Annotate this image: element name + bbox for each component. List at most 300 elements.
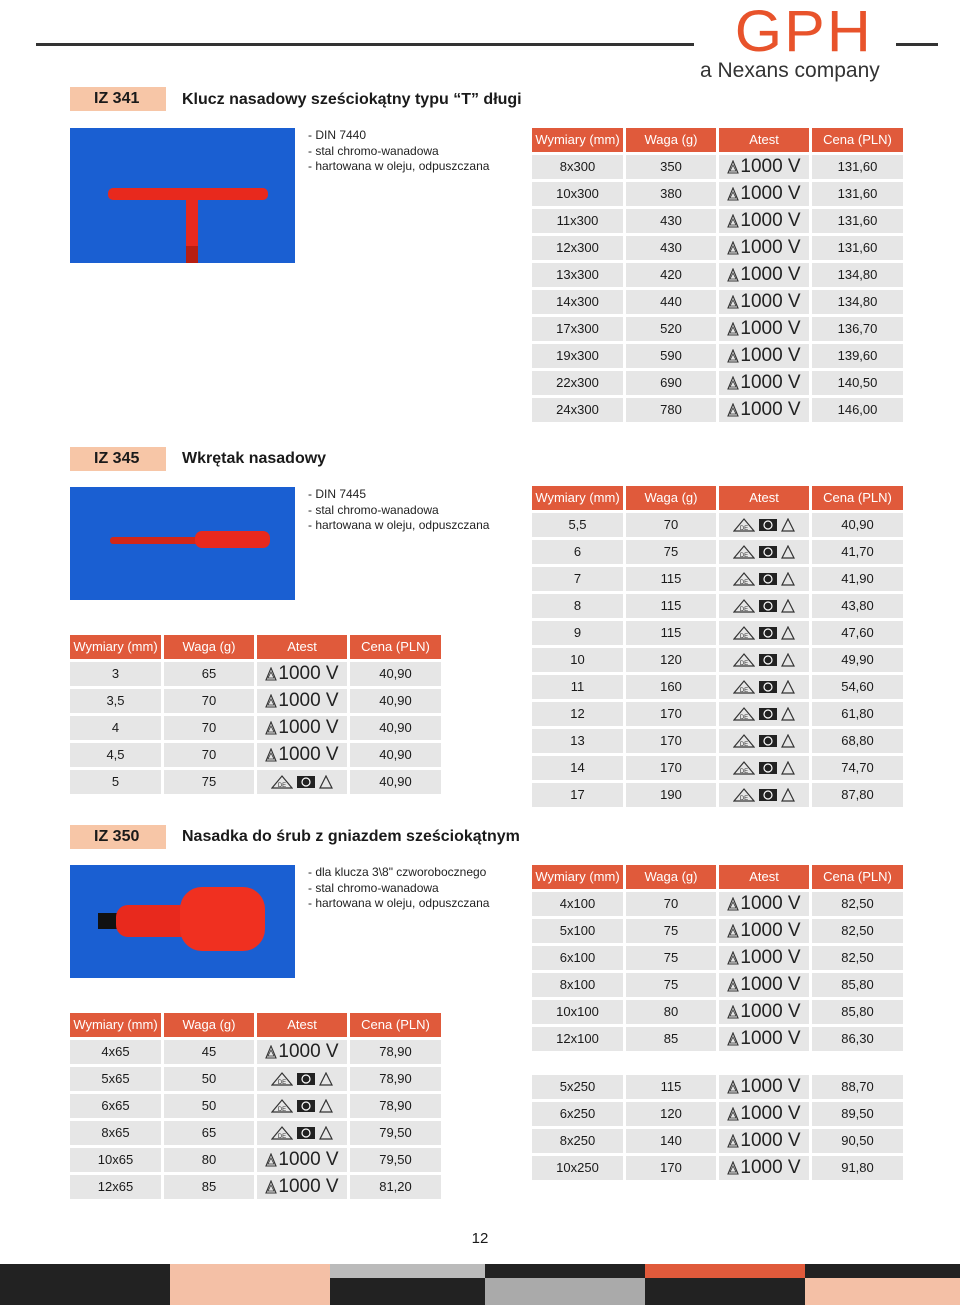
de-triangle-icon <box>271 775 293 789</box>
footer-bar <box>0 1264 960 1305</box>
double-triangle-icon <box>265 748 277 762</box>
1000v-rating: 1000 V <box>727 237 800 258</box>
price-cell: 85,80 <box>812 973 903 997</box>
atest-cell <box>719 973 809 997</box>
weight-cell: 420 <box>626 263 716 287</box>
price-cell: 61,80 <box>812 702 903 726</box>
de-triangle-icon <box>733 761 755 775</box>
column-header: Wymiary (mm) <box>532 128 623 152</box>
atest-cell <box>257 689 347 713</box>
size-cell: 10x250 <box>532 1156 623 1180</box>
size-cell: 12x65 <box>70 1175 161 1199</box>
atest-cell <box>719 1075 809 1099</box>
double-triangle-icon <box>727 924 739 938</box>
size-cell: 13x300 <box>532 263 623 287</box>
column-header: Atest <box>257 1013 347 1037</box>
de-triangle-icon <box>271 1099 293 1113</box>
weight-cell: 65 <box>164 662 254 686</box>
atest-cell <box>719 371 809 395</box>
insulation-triangle-icon <box>319 1099 333 1113</box>
product-code: IZ 341 <box>70 87 166 111</box>
double-triangle-icon <box>265 1153 277 1167</box>
price-cell: 68,80 <box>812 729 903 753</box>
price-cell: 82,50 <box>812 892 903 916</box>
vde-gs-icon <box>758 545 778 559</box>
1000v-rating: 1000 V <box>727 1076 800 1097</box>
weight-cell: 75 <box>626 540 716 564</box>
column-header: Atest <box>257 635 347 659</box>
double-triangle-icon <box>727 978 739 992</box>
price-cell: 47,60 <box>812 621 903 645</box>
vde-gs-icon <box>758 518 778 532</box>
vde-gs-icon <box>758 734 778 748</box>
1000v-rating: 1000 V <box>727 318 800 339</box>
price-cell: 82,50 <box>812 919 903 943</box>
1000v-rating: 1000 V <box>265 1041 338 1062</box>
column-header: Waga (g) <box>626 128 716 152</box>
price-cell: 79,50 <box>350 1121 441 1145</box>
price-cell: 86,30 <box>812 1027 903 1051</box>
weight-cell: 170 <box>626 702 716 726</box>
weight-cell: 170 <box>626 729 716 753</box>
column-header: Waga (g) <box>164 1013 254 1037</box>
atest-cell <box>719 892 809 916</box>
price-cell: 85,80 <box>812 1000 903 1024</box>
size-cell: 4x100 <box>532 892 623 916</box>
atest-cell <box>257 770 347 794</box>
product-code: IZ 350 <box>70 825 166 849</box>
socket-image <box>70 865 295 978</box>
atest-cell <box>719 182 809 206</box>
price-cell: 40,90 <box>350 716 441 740</box>
size-cell: 6x250 <box>532 1102 623 1126</box>
insulation-triangle-icon <box>781 545 795 559</box>
brand-tagline: a Nexans company <box>700 59 880 82</box>
atest-cell <box>719 1027 809 1051</box>
column-header: Wymiary (mm) <box>532 865 623 889</box>
size-cell: 6x100 <box>532 946 623 970</box>
double-triangle-icon <box>265 1180 277 1194</box>
de-vde-symbol <box>733 783 795 807</box>
atest-cell <box>719 513 809 537</box>
1000v-rating: 1000 V <box>727 183 800 204</box>
de-vde-symbol <box>733 567 795 591</box>
weight-cell: 170 <box>626 756 716 780</box>
weight-cell: 380 <box>626 182 716 206</box>
size-cell: 11x300 <box>532 209 623 233</box>
column-header: Wymiary (mm) <box>532 486 623 510</box>
product-description <box>308 487 489 534</box>
weight-cell: 75 <box>164 770 254 794</box>
size-cell: 12x100 <box>532 1027 623 1051</box>
price-cell: 74,70 <box>812 756 903 780</box>
price-cell: 131,60 <box>812 182 903 206</box>
atest-cell <box>719 209 809 233</box>
double-triangle-icon <box>727 897 739 911</box>
price-cell: 78,90 <box>350 1094 441 1118</box>
weight-cell: 115 <box>626 594 716 618</box>
vde-gs-icon <box>758 599 778 613</box>
double-triangle-icon <box>727 295 739 309</box>
double-triangle-icon <box>727 187 739 201</box>
svg-text:DE: DE <box>739 526 749 532</box>
weight-cell: 75 <box>626 919 716 943</box>
double-triangle-icon <box>727 241 739 255</box>
double-triangle-icon <box>727 1161 739 1175</box>
price-cell: 78,90 <box>350 1040 441 1064</box>
size-cell: 7 <box>532 567 623 591</box>
atest-cell <box>257 743 347 767</box>
price-cell: 88,70 <box>812 1075 903 1099</box>
double-triangle-icon <box>265 721 277 735</box>
1000v-rating: 1000 V <box>265 717 338 738</box>
vde-gs-icon <box>296 775 316 789</box>
size-cell: 3 <box>70 662 161 686</box>
de-triangle-icon <box>271 1126 293 1140</box>
de-vde-symbol <box>733 675 795 699</box>
product-code: IZ 345 <box>70 447 166 471</box>
column-header: Atest <box>719 865 809 889</box>
de-vde-symbol <box>733 702 795 726</box>
de-vde-symbol <box>733 729 795 753</box>
1000v-rating: 1000 V <box>727 893 800 914</box>
weight-cell: 80 <box>626 1000 716 1024</box>
double-triangle-icon <box>727 951 739 965</box>
atest-cell <box>719 594 809 618</box>
atest-cell <box>719 398 809 422</box>
column-header: Cena (PLN) <box>812 486 903 510</box>
weight-cell: 70 <box>164 689 254 713</box>
1000v-rating: 1000 V <box>727 1130 800 1151</box>
desc-line: - DIN 7440 <box>308 128 367 142</box>
double-triangle-icon <box>727 1080 739 1094</box>
product-photo <box>70 487 295 600</box>
column-header: Wymiary (mm) <box>70 1013 161 1037</box>
weight-cell: 50 <box>164 1067 254 1091</box>
de-triangle-icon <box>733 707 755 721</box>
size-cell: 5x65 <box>70 1067 161 1091</box>
svg-text:DE: DE <box>739 607 749 613</box>
weight-cell: 50 <box>164 1094 254 1118</box>
price-cell: 40,90 <box>350 662 441 686</box>
size-cell: 10 <box>532 648 623 672</box>
size-cell: 8 <box>532 594 623 618</box>
vde-gs-icon <box>296 1072 316 1086</box>
double-triangle-icon <box>727 1005 739 1019</box>
size-cell: 19x300 <box>532 344 623 368</box>
vde-gs-icon <box>296 1126 316 1140</box>
insulation-triangle-icon <box>781 707 795 721</box>
weight-cell: 120 <box>626 648 716 672</box>
atest-cell <box>719 540 809 564</box>
1000v-rating: 1000 V <box>265 1149 338 1170</box>
de-vde-symbol <box>733 594 795 618</box>
screwdriver-image <box>70 487 295 600</box>
svg-text:DE: DE <box>277 783 287 789</box>
column-header: Cena (PLN) <box>812 865 903 889</box>
atest-cell <box>719 756 809 780</box>
vde-gs-icon <box>758 707 778 721</box>
size-cell: 9 <box>532 621 623 645</box>
desc-line: - stal chromo-wanadowa <box>308 143 439 158</box>
brand-logo: GPH <box>734 0 873 64</box>
price-cell: 134,80 <box>812 290 903 314</box>
size-cell: 10x65 <box>70 1148 161 1172</box>
product-description <box>308 865 489 912</box>
size-cell: 5x250 <box>532 1075 623 1099</box>
insulation-triangle-icon <box>319 775 333 789</box>
atest-cell <box>719 1102 809 1126</box>
weight-cell: 115 <box>626 621 716 645</box>
weight-cell: 190 <box>626 783 716 807</box>
de-triangle-icon <box>271 1072 293 1086</box>
atest-cell <box>719 919 809 943</box>
desc-line: - stal chromo-wanadowa <box>308 502 439 517</box>
column-header: Cena (PLN) <box>812 128 903 152</box>
vde-gs-icon <box>758 761 778 775</box>
weight-cell: 440 <box>626 290 716 314</box>
price-cell: 78,90 <box>350 1067 441 1091</box>
weight-cell: 430 <box>626 236 716 260</box>
insulation-triangle-icon <box>319 1126 333 1140</box>
atest-cell <box>719 155 809 179</box>
svg-text:DE: DE <box>739 553 749 559</box>
vde-gs-icon <box>758 788 778 802</box>
insulation-triangle-icon <box>781 734 795 748</box>
weight-cell: 780 <box>626 398 716 422</box>
price-cell: 82,50 <box>812 946 903 970</box>
double-triangle-icon <box>727 1107 739 1121</box>
size-cell: 6 <box>532 540 623 564</box>
desc-line: - stal chromo-wanadowa <box>308 880 439 895</box>
vde-gs-icon <box>758 626 778 640</box>
atest-cell <box>257 1175 347 1199</box>
double-triangle-icon <box>265 1045 277 1059</box>
weight-cell: 120 <box>626 1102 716 1126</box>
atest-cell <box>719 317 809 341</box>
svg-text:DE: DE <box>739 634 749 640</box>
de-vde-symbol <box>271 1067 333 1091</box>
de-triangle-icon <box>733 680 755 694</box>
price-cell: 90,50 <box>812 1129 903 1153</box>
size-cell: 24x300 <box>532 398 623 422</box>
1000v-rating: 1000 V <box>727 210 800 231</box>
weight-cell: 85 <box>164 1175 254 1199</box>
de-triangle-icon <box>733 599 755 613</box>
double-triangle-icon <box>727 376 739 390</box>
size-cell: 5 <box>70 770 161 794</box>
weight-cell: 70 <box>626 513 716 537</box>
1000v-rating: 1000 V <box>727 372 800 393</box>
header-rule-right <box>896 43 938 46</box>
insulation-triangle-icon <box>781 653 795 667</box>
double-triangle-icon <box>727 349 739 363</box>
column-header: Wymiary (mm) <box>70 635 161 659</box>
double-triangle-icon <box>727 268 739 282</box>
atest-cell <box>719 702 809 726</box>
size-cell: 14 <box>532 756 623 780</box>
svg-text:DE: DE <box>739 688 749 694</box>
price-cell: 131,60 <box>812 155 903 179</box>
weight-cell: 65 <box>164 1121 254 1145</box>
price-cell: 134,80 <box>812 263 903 287</box>
size-cell: 3,5 <box>70 689 161 713</box>
size-cell: 4 <box>70 716 161 740</box>
1000v-rating: 1000 V <box>727 920 800 941</box>
insulation-triangle-icon <box>781 788 795 802</box>
atest-cell <box>719 675 809 699</box>
de-vde-symbol <box>271 770 333 794</box>
1000v-rating: 1000 V <box>727 345 800 366</box>
price-cell: 91,80 <box>812 1156 903 1180</box>
size-cell: 10x300 <box>532 182 623 206</box>
atest-cell <box>257 1040 347 1064</box>
atest-cell <box>719 648 809 672</box>
double-triangle-icon <box>265 667 277 681</box>
atest-cell <box>719 236 809 260</box>
size-cell: 6x65 <box>70 1094 161 1118</box>
insulation-triangle-icon <box>781 680 795 694</box>
product-title: Nasadka do śrub z gniazdem sześciokątnym <box>182 828 520 845</box>
atest-cell <box>719 946 809 970</box>
desc-line: - dla klucza 3\8" czworobocznego <box>308 865 487 879</box>
size-cell: 5,5 <box>532 513 623 537</box>
atest-cell <box>719 621 809 645</box>
double-triangle-icon <box>727 214 739 228</box>
desc-line: - hartowana w oleju, odpuszczana <box>308 896 490 910</box>
svg-text:DE: DE <box>277 1134 287 1140</box>
de-vde-symbol <box>271 1094 333 1118</box>
1000v-rating: 1000 V <box>727 399 800 420</box>
1000v-rating: 1000 V <box>727 1157 800 1178</box>
atest-cell <box>719 1156 809 1180</box>
insulation-triangle-icon <box>781 599 795 613</box>
price-cell: 87,80 <box>812 783 903 807</box>
weight-cell: 590 <box>626 344 716 368</box>
price-cell: 41,70 <box>812 540 903 564</box>
weight-cell: 75 <box>626 973 716 997</box>
weight-cell: 520 <box>626 317 716 341</box>
price-cell: 43,80 <box>812 594 903 618</box>
double-triangle-icon <box>265 694 277 708</box>
atest-cell <box>719 567 809 591</box>
atest-cell <box>257 716 347 740</box>
weight-cell: 115 <box>626 1075 716 1099</box>
price-cell: 136,70 <box>812 317 903 341</box>
atest-cell <box>257 1121 347 1145</box>
weight-cell: 70 <box>164 716 254 740</box>
svg-text:DE: DE <box>277 1107 287 1113</box>
insulation-triangle-icon <box>781 761 795 775</box>
atest-cell <box>719 1129 809 1153</box>
de-vde-symbol <box>733 648 795 672</box>
svg-text:DE: DE <box>739 715 749 721</box>
1000v-rating: 1000 V <box>265 1176 338 1197</box>
price-cell: 140,50 <box>812 371 903 395</box>
price-cell: 89,50 <box>812 1102 903 1126</box>
size-cell: 8x100 <box>532 973 623 997</box>
size-cell: 8x65 <box>70 1121 161 1145</box>
column-header: Atest <box>719 128 809 152</box>
price-cell: 49,90 <box>812 648 903 672</box>
atest-cell <box>719 263 809 287</box>
desc-line: - DIN 7445 <box>308 487 367 501</box>
size-cell: 5x100 <box>532 919 623 943</box>
atest-cell <box>257 662 347 686</box>
size-cell: 14x300 <box>532 290 623 314</box>
price-cell: 139,60 <box>812 344 903 368</box>
header-rule-left <box>36 43 694 46</box>
column-header: Atest <box>719 486 809 510</box>
vde-gs-icon <box>758 680 778 694</box>
svg-text:DE: DE <box>739 769 749 775</box>
price-cell: 131,60 <box>812 209 903 233</box>
column-header: Cena (PLN) <box>350 1013 441 1037</box>
vde-gs-icon <box>296 1099 316 1113</box>
insulation-triangle-icon <box>319 1072 333 1086</box>
1000v-rating: 1000 V <box>265 690 338 711</box>
size-cell: 8x250 <box>532 1129 623 1153</box>
svg-text:DE: DE <box>739 742 749 748</box>
weight-cell: 690 <box>626 371 716 395</box>
size-cell: 11 <box>532 675 623 699</box>
1000v-rating: 1000 V <box>727 1028 800 1049</box>
atest-cell <box>257 1067 347 1091</box>
price-cell: 131,60 <box>812 236 903 260</box>
svg-text:DE: DE <box>277 1080 287 1086</box>
size-cell: 12 <box>532 702 623 726</box>
weight-cell: 140 <box>626 1129 716 1153</box>
de-vde-symbol <box>271 1121 333 1145</box>
1000v-rating: 1000 V <box>727 974 800 995</box>
double-triangle-icon <box>727 403 739 417</box>
atest-cell <box>719 729 809 753</box>
insulation-triangle-icon <box>781 518 795 532</box>
price-cell: 40,90 <box>350 689 441 713</box>
de-vde-symbol <box>733 756 795 780</box>
price-cell: 79,50 <box>350 1148 441 1172</box>
atest-cell <box>719 344 809 368</box>
atest-cell <box>257 1094 347 1118</box>
size-cell: 13 <box>532 729 623 753</box>
size-cell: 22x300 <box>532 371 623 395</box>
desc-line: - hartowana w oleju, odpuszczana <box>308 518 490 532</box>
column-header: Waga (g) <box>626 486 716 510</box>
1000v-rating: 1000 V <box>727 264 800 285</box>
svg-text:DE: DE <box>739 661 749 667</box>
atest-cell <box>257 1148 347 1172</box>
product-title: Wkrętak nasadowy <box>182 450 327 467</box>
atest-cell <box>719 290 809 314</box>
weight-cell: 80 <box>164 1148 254 1172</box>
vde-gs-icon <box>758 653 778 667</box>
price-cell: 40,90 <box>812 513 903 537</box>
1000v-rating: 1000 V <box>265 744 338 765</box>
product-description <box>308 128 489 175</box>
double-triangle-icon <box>727 160 739 174</box>
price-cell: 41,90 <box>812 567 903 591</box>
atest-cell <box>719 1000 809 1024</box>
svg-text:DE: DE <box>739 796 749 802</box>
page-number: 12 <box>471 1230 489 1247</box>
1000v-rating: 1000 V <box>265 663 338 684</box>
column-header: Waga (g) <box>626 865 716 889</box>
weight-cell: 350 <box>626 155 716 179</box>
de-triangle-icon <box>733 545 755 559</box>
vde-gs-icon <box>758 572 778 586</box>
double-triangle-icon <box>727 1032 739 1046</box>
de-triangle-icon <box>733 788 755 802</box>
